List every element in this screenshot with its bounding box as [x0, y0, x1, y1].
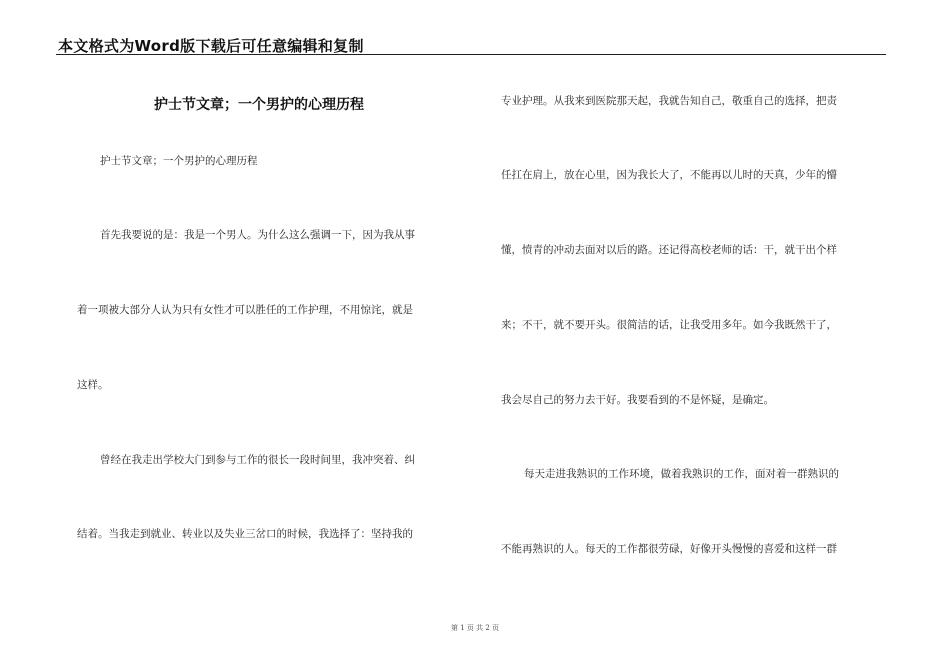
right-line-6: 每天走进我熟识的工作环境，做着我熟识的工作，面对着一群熟识的 — [524, 468, 839, 480]
right-line-3: 懂，愤青的冲动去面对以后的路。还记得高校老师的话：干，就干出个样 — [501, 244, 837, 256]
left-line-5: 曾经在我走出学校大门到参与工作的很长一段时间里，我冲突着、纠 — [100, 454, 415, 466]
document-header-title: 本文格式为Word版下载后可任意编辑和复制 — [58, 37, 364, 55]
right-line-1: 专业护理。从我来到医院那天起，我就告知自己，敬重自己的选择，把责 — [501, 95, 837, 107]
article-title: 护士节文章；一个男护的心理历程 — [154, 97, 364, 113]
right-line-4: 来；不干，就不要开头。很简洁的话，让我受用多年。如今我既然干了， — [501, 319, 837, 331]
left-line-4: 这样。 — [77, 379, 109, 391]
left-line-6: 结着。当我走到就业、转业以及失业三岔口的时候，我选择了：坚持我的 — [77, 528, 413, 540]
left-line-3: 着一项被大部分人认为只有女性才可以胜任的工作护理，不用惊诧，就是 — [77, 304, 413, 316]
right-line-2: 任扛在肩上，放在心里，因为我长大了，不能再以儿时的天真，少年的懵 — [501, 169, 837, 181]
right-line-7: 不能再熟识的人。每天的工作都很劳碌，好像开头慢慢的喜爱和这样一群 — [501, 543, 837, 555]
right-line-5: 我会尽自己的努力去干好。我要看到的不是怀疑，是确定。 — [501, 394, 774, 406]
header-divider — [56, 54, 886, 55]
left-line-1: 护士节文章；一个男护的心理历程 — [100, 155, 258, 167]
page-number: 第 1 页 共 2 页 — [450, 624, 500, 632]
left-line-2: 首先我要说的是：我是一个男人。为什么这么强调一下，因为我从事 — [100, 229, 415, 241]
